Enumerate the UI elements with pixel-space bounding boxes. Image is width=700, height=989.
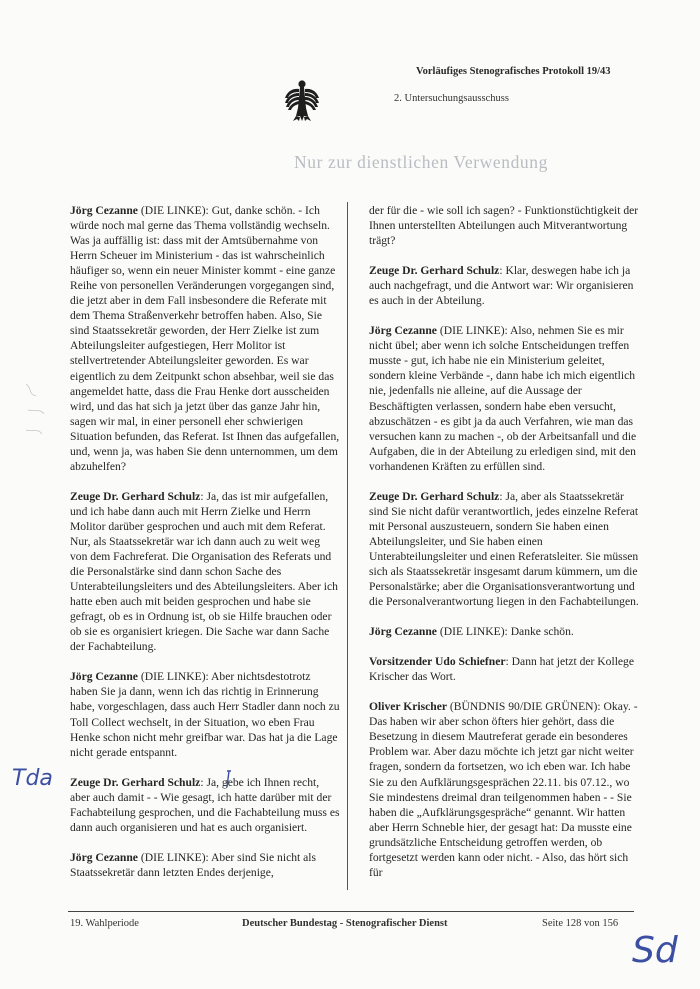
speaker-name: Jörg Cezanne: [70, 204, 138, 217]
restricted-use-watermark: Nur zur dienstlichen Verwendung: [294, 152, 548, 172]
committee-name: 2. Untersuchungsausschuss: [394, 93, 509, 104]
speaker-name: Oliver Krischer: [369, 700, 448, 714]
transcript-paragraph: [369, 699, 639, 880]
statement-text: Klar, deswegen habe ich ja auch nachgefragt, und die Antwort war: Wir organisieren es auch in der Abteilung.: [369, 264, 634, 308]
statement-text: Okay. - Das haben wir aber schon öfters hier gehört, dass die Besetzung in diesem Mautreferat gerade ein besonderes Problem war. Aber dazu möchte ich jetzt gar nicht weiter fragen, sondern da fortsetzen, wo ich eben war. Ich habe Sie zu den Aufklärungsgesprächen 22.11. bis 07.12., wo Sie mindestens dreimal dran teilgenommen haben - - Sie haben die „Aufklärungsgespräche“ genannt. Wir hatten aber Herrn Schneble hier, der gesagt hat: Da musste eine grundsätzliche Entscheidung getroffen werden, ob fortgesetzt werden kann oder nicht. - Also, das hört sich für: [369, 700, 638, 879]
right-column: [369, 203, 639, 895]
footer-publisher: Deutscher Bundestag - Stenografischer Dienst: [242, 918, 448, 929]
speaker-affiliation: (DIE LINKE):: [436, 625, 511, 639]
speaker-name: Zeuge Dr. Gerhard Schulz: [70, 489, 201, 503]
footer-page-number: Seite 128 von 156: [542, 918, 619, 929]
speaker-name: Vorsitzender Udo Schiefner: [369, 655, 506, 669]
speaker-affiliation: (DIE LINKE):: [137, 850, 212, 864]
statement-text: Gut, danke schön. - Ich würde noch mal gerne das Thema vollständig wechseln. Was ja auffällig ist: dass mit der Amtsübernahme von Herrn Scheuer im Ministerium - das ist wahrscheinlich häufiger so, wenn ein neuer Minister kommt - eine ganze Reihe von personellen Veränderungen vorgegangen sind, die jetzt aber in dem Fall insbesondere die Referate mit dem Thema Straßenverkehr betroffen haben. Also, Sie sind Staatssekretär geworden, der Herr Zielke ist zum Abteilungsleiter aufgestiegen, Herr Molitor ist stellvertretender Abteilungsleiter geworden. Es war eigentlich zu dem Zeitpunkt schon absehbar, weil sie das angemeldet hatte, dass die Frau Henke dort ausscheiden wird, und das hat sich ja jetzt über das ganze Jahr hin, sagen wir mal, in einer personell eher schwierigen Situation befunden, das Referat. Ist Ihnen das aufgefallen, und, wenn ja, was haben Sie denn unternommen, um dem abzuhelfen?: [70, 204, 340, 473]
statement-text: der für die - wie soll ich sagen? - Funktionstüchtigkeit der Ihnen unterstellten Abteilungen auch Mitverantwortung trägt?: [369, 204, 639, 248]
speaker-name: Jörg Cezanne: [70, 850, 138, 864]
transcript-paragraph: [70, 203, 340, 474]
handwritten-insertion-mark: [224, 770, 232, 788]
bundesadler-icon: [282, 78, 322, 122]
footer-rule: [68, 911, 634, 912]
protocol-title: Vorläufiges Stenografisches Protokoll 19/43: [416, 66, 611, 77]
speaker-affiliation: :: [200, 489, 207, 503]
statement-text: Ja, aber als Staatssekretär sind Sie nicht dafür verantwortlich, jedes einzelne Referat mit Personal auszusteuern, sondern Sie haben einen Abteilungsleiter, und Sie haben einen Unterabteilungsleiter und einen Referatsleiter. Sie müssen sich als Staatssekretär insgesamt darum kümmern, um die Personalstärke; aber die Organisationsverantwortung und die Personalverantwortung liegen in den Fachabteilungen.: [369, 489, 639, 609]
transcript-paragraph: [369, 624, 639, 639]
speaker-name: Jörg Cezanne: [369, 625, 437, 639]
statement-text: Ja, gebe ich Ihnen recht, aber auch damit - - Wie gesagt, ich hatte darüber mit der Fachabteilung gesprochen, und die Fachabteilung muss es dann auch organisieren und hat es auch organisiert.: [70, 775, 340, 834]
transcript-paragraph: [70, 669, 340, 759]
transcript-paragraph: [369, 203, 639, 248]
speaker-name: Zeuge Dr. Gerhard Schulz: [369, 489, 500, 503]
statement-text: Aber nichtsdestotrotz haben Sie ja dann, wenn ich das richtig in Erinnerung habe, vorgeschlagen, dass auch Herr Stadler dann noch zu Toll Collect wechselt, in der Situation, wo eben Frau Henke schon nicht mehr greifbar war. Das hat ja die Lage nicht gerade entspannt.: [70, 670, 340, 759]
transcript-paragraph: [369, 263, 639, 308]
speaker-affiliation: :: [499, 264, 506, 278]
statement-text: Ja, das ist mir aufgefallen, und ich habe dann auch mit Herrn Zielke und Herrn Molitor darüber gesprochen und auch mit dem Referat. Nur, als Staatssekretär war ich dann auch zu weit weg von dem Fachreferat. Die Organisation des Referats und die Personalstärke sind dann schon Sache des Unterabteilungsleiters und des Abteilungsleiters. Aber ich hatte eben auch mit beiden gesprochen und habe sie gefragt, ob es in Ordnung ist, ob sie Hilfe brauchen oder ob sie es organisiert kriegen. Die Sache war dann Sache der Fachabteilung.: [70, 489, 338, 654]
transcript-paragraph: [369, 489, 639, 609]
handwritten-margin-note: Tda: [12, 766, 53, 791]
speaker-name: Zeuge Dr. Gerhard Schulz: [70, 775, 201, 789]
speaker-affiliation: (DIE LINKE):: [137, 670, 212, 684]
speaker-affiliation: (DIE LINKE):: [137, 204, 212, 217]
speaker-affiliation: :: [505, 655, 512, 669]
speaker-name: Jörg Cezanne: [369, 324, 437, 338]
statement-text: Dann hat jetzt der Kollege Krischer das Wort.: [369, 655, 635, 684]
speaker-affiliation: (DIE LINKE):: [436, 324, 511, 338]
faint-pencil-mark: [22, 380, 52, 440]
statement-text: Danke schön.: [510, 625, 574, 639]
transcript-paragraph: [70, 489, 340, 655]
statement-text: Aber sind Sie nicht als Staatssekretär dann letzten Endes derjenige,: [70, 850, 317, 879]
transcript-paragraph: [70, 850, 340, 880]
speaker-affiliation: :: [499, 489, 506, 503]
column-divider: [347, 202, 348, 890]
handwritten-signature: Sd: [632, 930, 678, 971]
footer-period: 19. Wahlperiode: [70, 918, 139, 929]
speaker-name: Jörg Cezanne: [70, 670, 138, 684]
transcript-paragraph: [369, 654, 639, 684]
speaker-affiliation: (BÜNDNIS 90/DIE GRÜNEN):: [447, 700, 604, 714]
left-column: [70, 203, 340, 895]
speaker-affiliation: :: [200, 775, 207, 789]
transcript-paragraph: [369, 323, 639, 473]
speaker-name: Zeuge Dr. Gerhard Schulz: [369, 264, 500, 278]
statement-text: Also, nehmen Sie es mir nicht übel; aber wenn ich solche Entscheidungen treffen musste - gut, ich habe nie ein Ministerium geleitet, sondern kleine Verbände -, dann habe ich mich eigentlich nie, jedenfalls nie alleine, auf die Aussage der Beschäftigten verlassen, sondern habe eben versucht, abzuschätzen - es gibt ja da auch Verfahren, wie man das versuchen kann zu machen -, ob der Arbeitsanfall und die Aufgaben, die in der Abteilung zu erledigen sind, mit den vorhandenen Kräften zu erfüllen sind.: [369, 324, 637, 473]
transcript-paragraph: [70, 775, 340, 835]
